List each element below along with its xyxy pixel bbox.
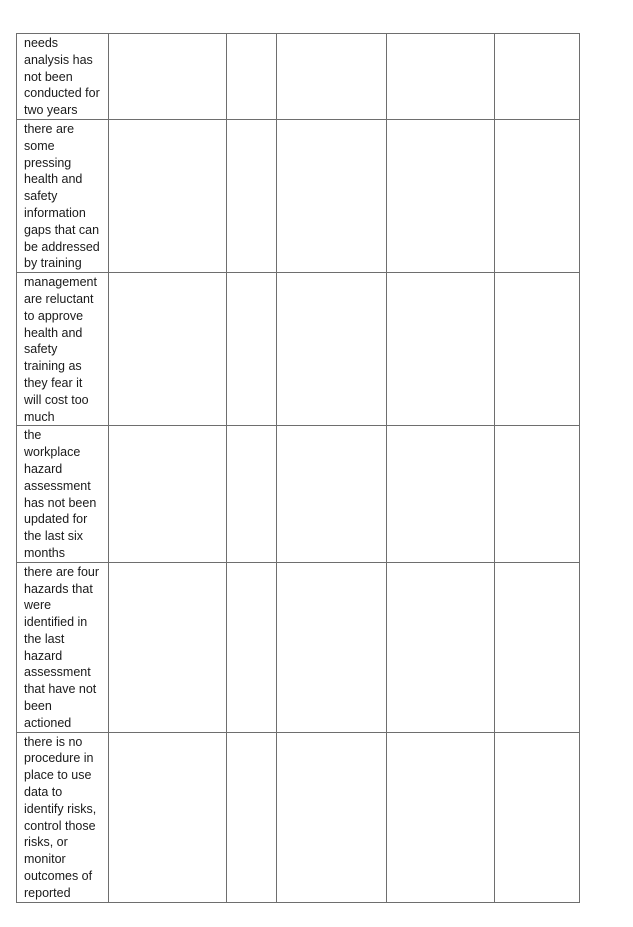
issue-line: procedure in xyxy=(24,751,94,766)
table-row xyxy=(17,562,580,732)
issue-line: hazard xyxy=(24,648,63,663)
issue-cell xyxy=(17,119,109,272)
issue-line: data to xyxy=(24,785,63,800)
empty-cell xyxy=(277,273,387,426)
empty-cell xyxy=(495,426,580,562)
empty-cell xyxy=(495,34,580,120)
issue-line: place to use xyxy=(24,768,92,783)
issue-line: safety xyxy=(24,189,58,204)
issue-cell xyxy=(17,562,109,732)
empty-cell xyxy=(277,732,387,902)
issue-line: will cost too xyxy=(24,392,89,407)
empty-cell xyxy=(495,562,580,732)
empty-cell xyxy=(387,273,495,426)
empty-cell xyxy=(227,426,277,562)
issue-line: information xyxy=(24,205,86,220)
issue-line: by training xyxy=(24,256,82,271)
issue-line: gaps that can xyxy=(24,222,100,237)
issue-line: risks, or xyxy=(24,835,68,850)
issue-cell xyxy=(17,34,109,120)
table-row xyxy=(17,426,580,562)
issue-line: training as xyxy=(24,359,82,374)
empty-cell xyxy=(387,119,495,272)
issue-line: the xyxy=(24,428,42,443)
empty-cell xyxy=(109,562,227,732)
issue-line: management xyxy=(24,275,97,290)
issue-line: conducted for xyxy=(24,86,100,101)
table-row xyxy=(17,273,580,426)
issue-line: assessment xyxy=(24,478,91,493)
empty-cell xyxy=(387,562,495,732)
issue-line: hazard xyxy=(24,461,63,476)
empty-cell xyxy=(227,34,277,120)
issue-line: updated for xyxy=(24,512,88,527)
empty-cell xyxy=(495,273,580,426)
issue-line: there are four xyxy=(24,564,100,579)
issue-line: were xyxy=(24,598,52,613)
empty-cell xyxy=(495,119,580,272)
empty-cell xyxy=(387,732,495,902)
issue-line: to approve xyxy=(24,308,84,323)
issue-line: analysis has xyxy=(24,52,93,67)
empty-cell xyxy=(277,34,387,120)
empty-cell xyxy=(227,732,277,902)
issue-line: they fear it xyxy=(24,375,83,390)
issue-line: be addressed xyxy=(24,239,100,254)
issue-line: the last six xyxy=(24,529,84,544)
table-row xyxy=(17,119,580,272)
issue-line: reported xyxy=(24,885,71,900)
issue-cell xyxy=(17,426,109,562)
empty-cell xyxy=(387,426,495,562)
issue-cell xyxy=(17,732,109,902)
table-row xyxy=(17,34,580,120)
issue-line: has not been xyxy=(24,495,97,510)
issue-line: actioned xyxy=(24,715,72,730)
issue-line: workplace xyxy=(24,445,81,460)
issue-line: there is no xyxy=(24,734,83,749)
empty-cell xyxy=(277,562,387,732)
issue-line: identify risks, xyxy=(24,801,97,816)
empty-cell xyxy=(109,426,227,562)
empty-cell xyxy=(227,273,277,426)
issue-cell xyxy=(17,273,109,426)
issue-line: there are xyxy=(24,121,75,136)
issue-line: outcomes of xyxy=(24,869,93,884)
empty-cell xyxy=(109,732,227,902)
issues-table xyxy=(16,33,580,903)
issue-line: not been xyxy=(24,69,73,84)
empty-cell xyxy=(109,119,227,272)
issue-line: hazards that xyxy=(24,581,93,596)
issue-line: assessment xyxy=(24,665,91,680)
issue-line: safety xyxy=(24,342,58,357)
issue-line: the last xyxy=(24,631,65,646)
issue-line: some xyxy=(24,138,55,153)
empty-cell xyxy=(387,34,495,120)
issue-line: needs xyxy=(24,36,59,50)
issue-line: are reluctant xyxy=(24,291,94,306)
issue-line: two years xyxy=(24,103,78,118)
issue-line: identified in xyxy=(24,615,88,630)
issue-line: months xyxy=(24,545,65,560)
empty-cell xyxy=(495,732,580,902)
issue-line: control those xyxy=(24,818,96,833)
issue-line: pressing xyxy=(24,155,72,170)
issue-line: health and xyxy=(24,325,83,340)
issue-line: that have not xyxy=(24,682,97,697)
issue-line: much xyxy=(24,409,55,424)
issue-line: monitor xyxy=(24,852,66,867)
empty-cell xyxy=(227,119,277,272)
empty-cell xyxy=(227,562,277,732)
empty-cell xyxy=(109,273,227,426)
issue-line: been xyxy=(24,699,52,714)
table-row xyxy=(17,732,580,902)
empty-cell xyxy=(109,34,227,120)
empty-cell xyxy=(277,119,387,272)
issue-line: health and xyxy=(24,172,83,187)
empty-cell xyxy=(277,426,387,562)
